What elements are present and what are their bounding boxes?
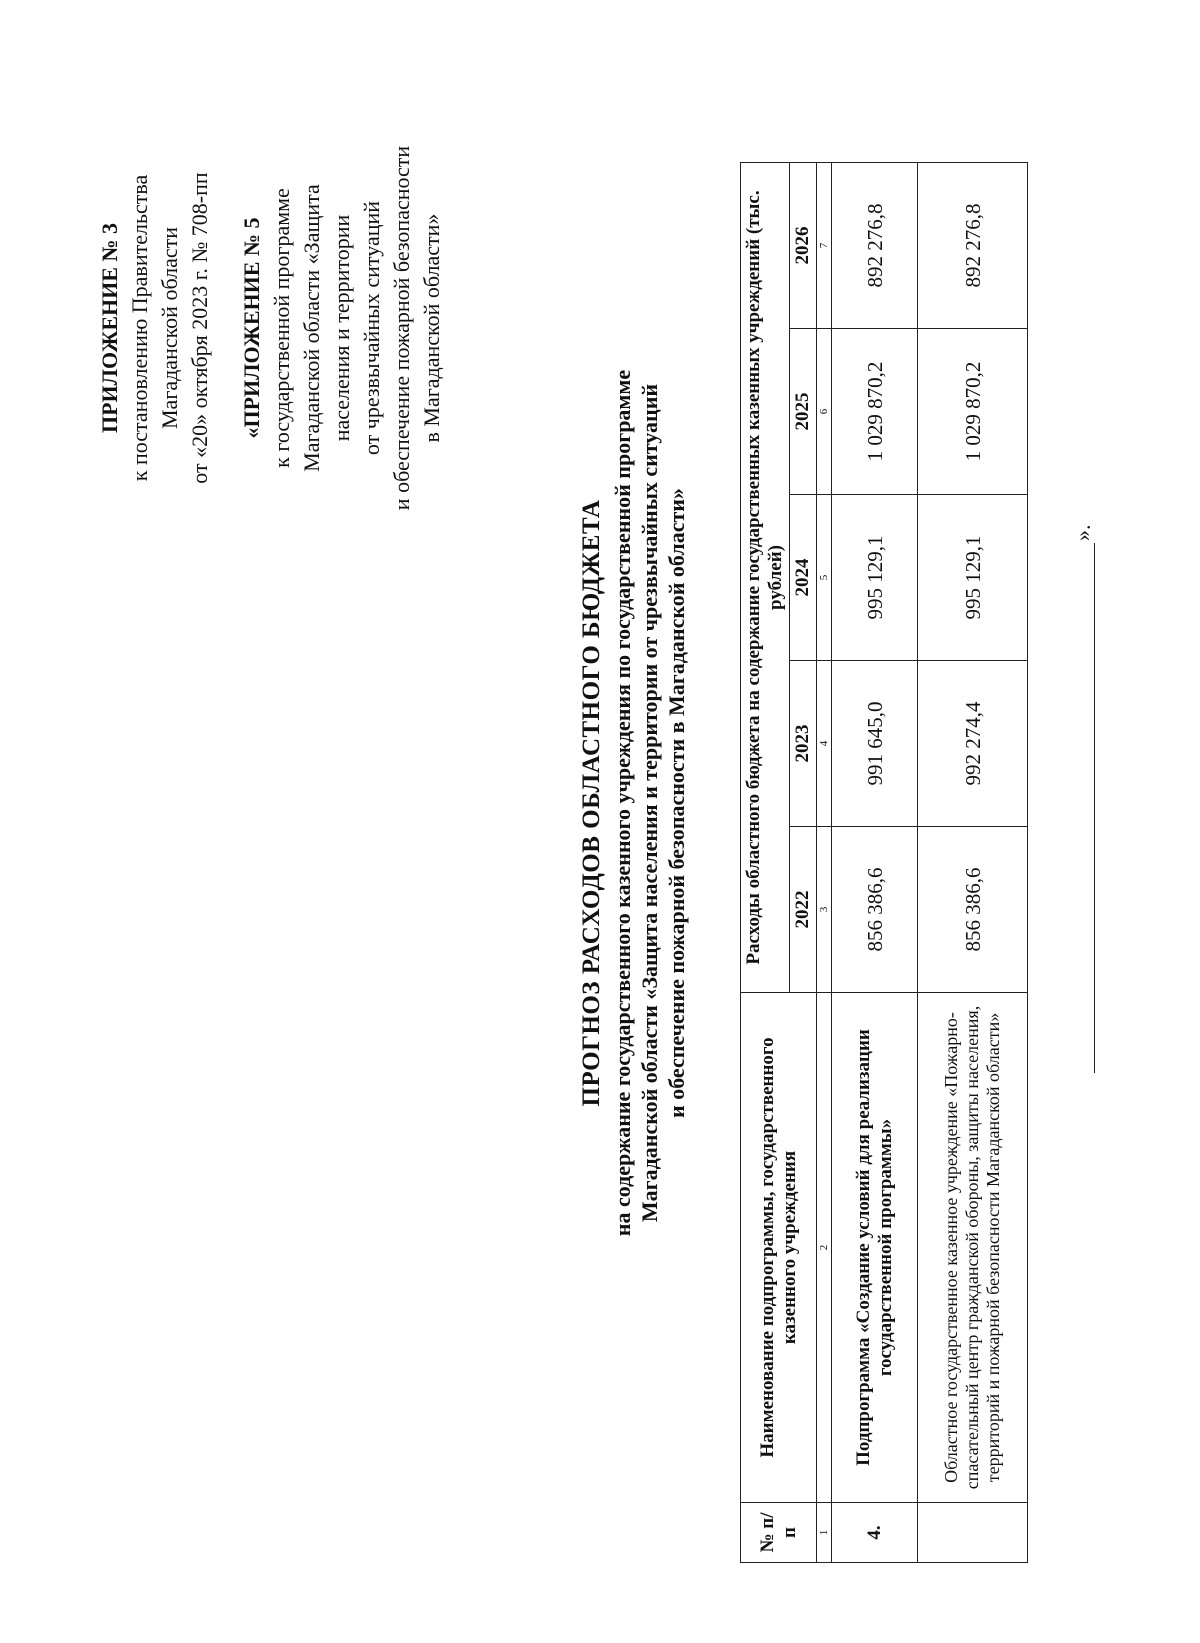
spacer bbox=[215, 93, 237, 563]
row-name: Областное государственное казенное учреждение «Пожарно-спасательный центр гражданской обороны, защиты населения, территорий и пожарной безопасности Магаданской области» bbox=[918, 993, 1028, 1503]
table-header-row bbox=[741, 163, 790, 1563]
row-value: 995 129,1 bbox=[918, 495, 1028, 661]
appendix-number-inner: «ПРИЛОЖЕНИЕ № 5 bbox=[239, 217, 264, 439]
row-value: 1 029 870,2 bbox=[832, 329, 918, 495]
header-year-2026: 2026 bbox=[790, 163, 817, 329]
table-row bbox=[918, 163, 1028, 1563]
appendix-header bbox=[95, 93, 447, 563]
closing-quote-mark: ». bbox=[1070, 524, 1095, 541]
closing-rule bbox=[1094, 543, 1095, 1073]
row-value: 995 129,1 bbox=[832, 495, 918, 661]
column-number: 7 bbox=[817, 163, 832, 329]
row-value: 892 276,8 bbox=[918, 163, 1028, 329]
appendix-line: в Магаданской области» bbox=[419, 213, 444, 443]
document-subtitle: на содержание государственного казенного учреждения по государственной программе bbox=[610, 369, 635, 1237]
column-number: 3 bbox=[817, 827, 832, 993]
header-year-2022: 2022 bbox=[790, 827, 817, 993]
column-number: 1 bbox=[817, 1503, 832, 1563]
row-number: 4. bbox=[832, 1503, 918, 1563]
row-name: Подпрограмма «Создание условий для реализации государственной программы» bbox=[832, 993, 918, 1503]
header-cell-number: № п/п bbox=[741, 1503, 817, 1563]
header-cell-expenses: Расходы областного бюджета на содержание государственных казенных учреждений (тыс. рублей) bbox=[741, 163, 790, 993]
column-number: 5 bbox=[817, 495, 832, 661]
header-year-2023: 2023 bbox=[790, 661, 817, 827]
header-year-2024: 2024 bbox=[790, 495, 817, 661]
appendix-number: ПРИЛОЖЕНИЕ № 3 bbox=[97, 222, 122, 434]
header-cell-name: Наименование подпрограммы, государственного казенного учреждения bbox=[741, 993, 817, 1503]
document-subtitle: Магаданской области «Защита населения и территории от чрезвычайных ситуаций bbox=[637, 383, 662, 1223]
row-value: 1 029 870,2 bbox=[918, 329, 1028, 495]
document-subtitle: и обеспечение пожарной безопасности в Магаданской области» bbox=[664, 488, 689, 1118]
appendix-line: к постановлению Правительства bbox=[127, 174, 152, 482]
appendix-line: и обеспечение пожарной безопасности bbox=[389, 145, 414, 511]
row-value: 991 645,0 bbox=[832, 661, 918, 827]
table-row bbox=[832, 163, 918, 1563]
appendix-line: Магаданской области bbox=[157, 227, 182, 429]
document-title-block bbox=[575, 113, 690, 1493]
row-value: 892 276,8 bbox=[832, 163, 918, 329]
row-number bbox=[918, 1503, 1028, 1563]
column-number: 2 bbox=[817, 993, 832, 1503]
column-number: 4 bbox=[817, 661, 832, 827]
appendix-line: от чрезвычайных ситуаций bbox=[359, 200, 384, 456]
document-title: ПРОГНОЗ РАСХОДОВ ОБЛАСТНОГО БЮДЖЕТА bbox=[578, 499, 605, 1107]
expense-forecast-table bbox=[740, 162, 1028, 1563]
appendix-line: к государственной программе bbox=[269, 188, 294, 468]
row-value: 992 274,4 bbox=[918, 661, 1028, 827]
row-value: 856 386,6 bbox=[832, 827, 918, 993]
header-year-2025: 2025 bbox=[790, 329, 817, 495]
appendix-line: населения и территории bbox=[329, 214, 354, 442]
appendix-decree-date: от «20» октября 2023 г. № 708-пп bbox=[187, 172, 212, 484]
closing-line bbox=[1070, 513, 1100, 1073]
row-value: 856 386,6 bbox=[918, 827, 1028, 993]
column-numbering-row bbox=[817, 163, 832, 1563]
column-number: 6 bbox=[817, 329, 832, 495]
appendix-line: Магаданской области «Защита bbox=[299, 184, 324, 472]
